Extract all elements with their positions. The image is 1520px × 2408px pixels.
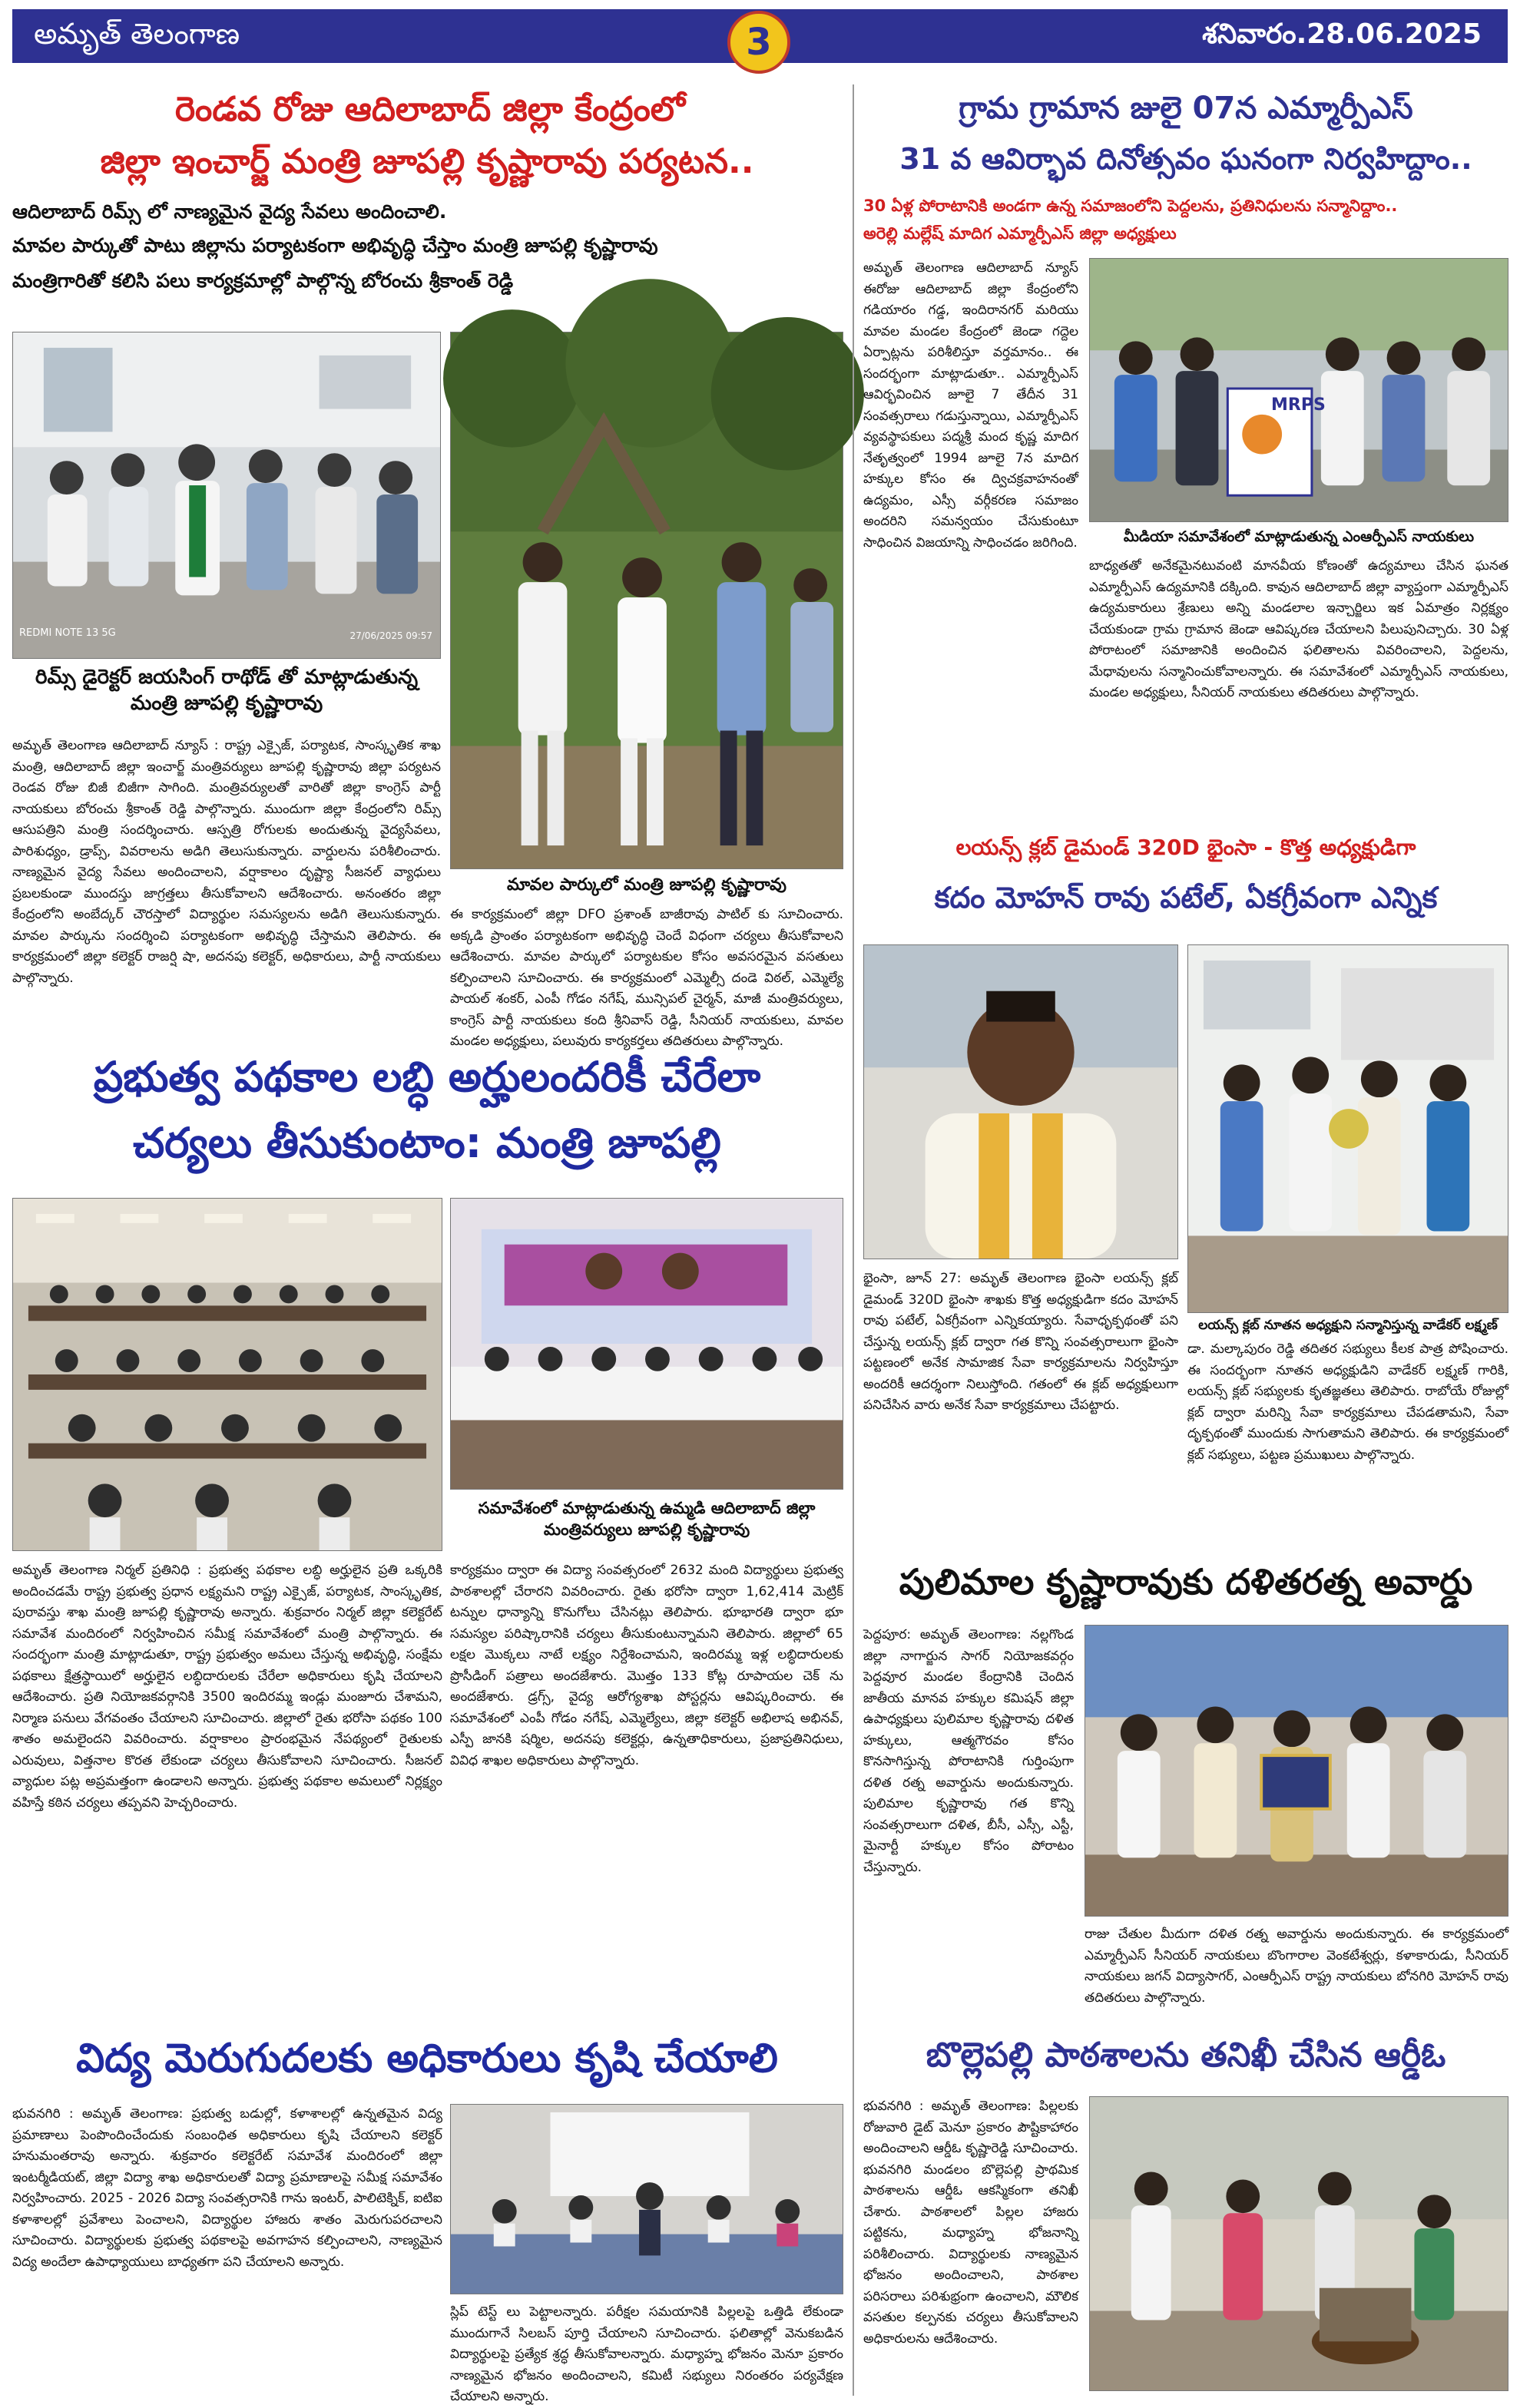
rims-photo-caption: రిమ్స్ డైరెక్టర్ జయసింగ్ రాథోడ్ తో మాట్లాడుతున్న మంత్రి జూపల్లి కృష్ణారావు bbox=[35, 666, 418, 715]
lions-club-felicitation-photo bbox=[1187, 944, 1508, 1313]
mrps-banner-text: MRPS bbox=[1271, 395, 1326, 415]
story3-body-left: భువనగిరి : అమృత్ తెలంగాణ: ప్రభుత్వ బడుల్లో, కళాశాలల్లో ఉన్నతమైన విద్య ప్రమాణాలు పెంపొందించేందుకు సంబంధిత అధికారులు కృషి చేయాలని కలెక్టర్ హనుమంతరావు అన్నారు. శుక్రవారం కలెక్టరేట్ సమావేశ మందిరంలో జిల్లా ఇంటర్మీడియట్, జిల్లా విద్యా శాఖ అధికారులతో విద్యా ప్రమాణాలపై సమీక్ష సమావేశం నిర్వహించారు. 2025 - 2026 విద్యా సంవత్సరానికి గాను ఇంటర్, పాలిటెక్నిక్, ఐటిఐ కళాశాలల్లో ప్రవేశాలు పెంచాలని, విద్యార్థుల హాజరు శాతం మెరుగుపరచాలని సూచించారు. విద్యార్థులకు ప్రభుత్వ పథకాలపై అవగాహన కల్పించాలని, నాణ్యమైన విద్య అందేలా ఉపాధ్యాయులు బాధ్యతగా పని చేయాలని అన్నారు. bbox=[12, 2106, 442, 2270]
mrps-photo-caption: మీడియా సమావేశంలో మాట్లాడుతున్న ఎంఆర్పీఎస్ నాయకులు bbox=[1123, 528, 1475, 545]
newspaper-name: అమృత్ తెలంగాణ bbox=[34, 17, 240, 51]
mavala-photo-caption: మావల పార్కులో మంత్రి జూపల్లి కృష్ణారావు bbox=[507, 875, 786, 895]
mrps-media-meeting-photo bbox=[1089, 258, 1508, 522]
story4-subheading-2: అరెల్లి మల్లేష్ మాదిగ ఎమ్మార్పీఎస్ జిల్లా అధ్యక్షులు bbox=[863, 224, 1177, 243]
story2-body-left: అమృత్ తెలంగాణ నిర్మల్ ప్రతినిధి : ప్రభుత్వ పథకాల లబ్ధి అర్హులైన ప్రతి ఒక్కరికి అందించడమే రాష్ట్ర ప్రభుత్వ ప్రధాన లక్ష్యమని రాష్ట్ర ఎక్సైజ్, పర్యాటక, సాంస్కృతిక, పురావస్తు శాఖ మంత్రి జూపల్లి కృష్ణారావు అన్నారు. శుక్రవారం నిర్మల్ జిల్లా కలెక్టరేట్ సమావేశ మందిరంలో నిర్వహించిన సమీక్ష సమావేశంలో మంత్రి పాల్గొన్నారు. ఈ సందర్భంగా మంత్రి మాట్లాడుతూ, రాష్ట్ర ప్రభుత్వం అమలు చేస్తున్న అభివృద్ధి, సంక్షేమ పథకాలు క్షేత్రస్థాయిలో అర్హులైన లబ్ధిదారులకు చేరేలా అధికారులు కృషి చేయాలని ఆదేశించారు. ప్రతి నియోజకవర్గానికి 3500 ఇందిరమ్మ ఇండ్లు మంజూరు చేశామని, నిర్మాణ పనులు వేగవంతం చేయాలని సూచించారు. జిల్లాలో రైతు భరోసా పథకం 100 శాతం అమలైందని వివరించారు. వర్షాకాలం ప్రారంభమైన నేపథ్యంలో రైతులకు ఎరువులు, విత్తనాల కొరత లేకుండా చర్యలు తీసుకోవాలని సూచించారు. సీజనల్ వ్యాధుల పట్ల అప్రమత్తంగా ఉండాలని అన్నారు. ప్రభుత్వ పథకాల అమలులో నిర్లక్ష్యం వహిస్తే కఠిన చర్యలు తప్పవని హెచ్చరించారు. bbox=[12, 1563, 442, 1811]
photo-device-stamp: REDMI NOTE 13 5G bbox=[19, 627, 116, 639]
story5-body-right: డా. మల్కాపురం రెడ్డి తదితర సభ్యులు కీలక పాత్ర పోషించారు. ఈ సందర్భంగా నూతన అధ్యక్షుడిని వాడేకర్ లక్ష్మణ్ గారికి, లయన్స్ క్లబ్ సభ్యులకు కృతజ్ఞతలు తెలిపారు. రాబోయే రోజుల్లో క్లబ్ ద్వారా మరిన్ని సేవా కార్యక్రమాలు చేపడతామని, సేవా దృక్పథంతో ముందుకు సాగుతామని తెలిపారు. ఈ కార్యక్రమంలో క్లబ్ సభ్యులు, పట్టణ ప్రముఖులు పాల్గొన్నారు. bbox=[1187, 1341, 1508, 1463]
lions-club-president-photo bbox=[863, 944, 1178, 1259]
story2-headline-line2: చర్యలు తీసుకుంటాం: మంత్రి జూపల్లి bbox=[133, 1119, 721, 1167]
mavala-park-photo bbox=[450, 332, 843, 869]
story2-headline-line1: ప్రభుత్వ పథకాల లబ్ధి అర్హులందరికీ చేరేలా bbox=[93, 1053, 761, 1101]
story4-body-right: బాధ్యతతో అనేకమైనటువంటి మానవీయ కోణంతో ఉద్యమాలు చేసిన ఘనత ఎమ్మార్పీఎస్ ఉద్యమానికి దక్కింది. కావున ఆదిలాబాద్ జిల్లా వ్యాప్తంగా ఎమ్మార్పీఎస్ ఉద్యమకారులు శ్రేణులు అన్ని మండలాల ఇన్చార్జిలు ఇక ఏమాత్రం నిర్లక్ష్యం చేయకుండా గ్రామ గ్రామాన జెండా ఆవిష్కరణ చేయాలని పిలుపునిచ్చారు. 30 ఏళ్ల పోరాటంలో సమాజానికి అందించిన ఫలితాలను వివరించాలని, పెద్దలను, మేధావులను సన్మానించుకోవాలన్నారు. ఈ సమావేశంలో ఎమ్మార్పీఎస్ నాయకులు, మండల అధ్యక్షులు, సీనియర్ నాయకులు తదితరులు పాల్గొన్నారు. bbox=[1089, 558, 1508, 701]
story5-headline-line2: కదం మోహన్ రావు పటేల్, ఏకగ్రీవంగా ఎన్నిక bbox=[934, 881, 1438, 915]
education-meeting-photo bbox=[450, 2104, 843, 2294]
story3-body-right: స్లిప్ టెస్ట్ లు పెట్టాలన్నారు. పరీక్షల సమయానికి పిల్లలపై ఒత్తిడి లేకుండా ముందుగానే సిలబస్ పూర్తి చేయాలని సూచించారు. ఫలితాల్లో వెనుకబడిన విద్యార్థులపై ప్రత్యేక శ్రద్ధ తీసుకోవాలన్నారు. మధ్యాహ్న భోజనం మెనూ ప్రకారం నాణ్యమైన భోజనం అందించాలని, కమిటీ సభ్యులు నిరంతరం పర్యవేక్షణ చేయాలని అన్నారు. bbox=[450, 2304, 843, 2405]
story4-headline-line1: గ్రామ గ్రామాన జులై 07న ఎమ్మార్పీఎస్ bbox=[959, 91, 1413, 126]
story1-subheading-1: ఆదిలాబాద్ రిమ్స్ లో నాణ్యమైన వైద్య సేవలు అందించాలి. bbox=[12, 200, 447, 223]
school-inspection-photo bbox=[1089, 2096, 1508, 2391]
review-meeting-hall-photo bbox=[12, 1198, 442, 1551]
photo-time-stamp: 27/06/2025 09:57 bbox=[349, 630, 432, 641]
story6-headline: పులిమాల కృష్ణారావుకు దళితరత్న అవార్డు bbox=[899, 1561, 1473, 1603]
review-meeting-caption: సమావేశంలో మాట్లాడుతున్న ఉమ్మడి ఆదిలాబాద్ జిల్లా మంత్రివర్యులు జూపల్లి కృష్ణారావు bbox=[478, 1499, 816, 1540]
story7-headline: బొల్లెపల్లి పాఠశాలను తనిఖీ చేసిన ఆర్డీఓ bbox=[926, 2036, 1446, 2075]
review-meeting-dais-photo bbox=[450, 1198, 843, 1490]
story4-body-left: అమృత్ తెలంగాణ ఆదిలాబాద్ న్యూస్ ఈరోజు ఆదిలాబాద్ జిల్లా కేంద్రంలోని గడియారం గడ్డ, ఇందిరానగర్ మరియు మావల మండల కేంద్రంలో జెండా గద్దెల ఏర్పాట్లను పరిశీలిస్తూ వర్తమానం.. ఈ సందర్భంగా మాట్లాడుతూ.. ఎమ్మార్పీఎస్ ఆవిర్భవించిన జూలై 7 తేదీన 31 సంవత్సరాలు గడుస్తున్నాయి, ఎమ్మార్పీఎస్ వ్యవస్థాపకులు పద్మశ్రీ మంద కృష్ణ మాదిగ నేతృత్వంలో 1994 జూలై 7న మాదిగ హక్కుల కోసం ఈ ద్విచక్రవాహనంతో ఉద్యమం, ఎస్సీ వర్గీకరణ సమాజం అందరిని సమన్వయం చేసుకుంటూ సాధించిన విజయాన్ని సాధించడం జరిగింది. bbox=[863, 260, 1078, 551]
story1-body-mid: ఈ కార్యక్రమంలో జిల్లా DFO ప్రశాంత్ బాజీరావు పాటిల్ కు సూచించారు. అక్కడి ప్రాంతం పర్యాటకంగా అభివృద్ధి చెందే విధంగా చర్యలు తీసుకోవాలని ఆదేశించారు. మావల పార్కులో పర్యాటకుల కోసం అవసరమైన వసతులు కల్పించాలని సూచించారు. ఈ కార్యక్రమంలో ఎమ్మెల్సీ దండె విఠల్, ఎమ్మెల్యే పాయల్ శంకర్, ఎంపీ గోడం నగేష్, మున్సిపల్ చైర్మన్, మాజీ మంత్రివర్యులు, కాంగ్రెస్ పార్టీ నాయకులు కంది శ్రీనివాస్ రెడ్డి, సీనియర్ నాయకులు, మావల మండల అధ్యక్షులు, పలువురు కార్యకర్తలు తదితరులు పాల్గొన్నారు. bbox=[450, 907, 843, 1050]
story3-headline: విద్య మెరుగుదలకు అధికారులు కృషి చేయాలి bbox=[76, 2036, 778, 2082]
story7-body: భువనగిరి : అమృత్ తెలంగాణ: పిల్లలకు రోజువారి డైట్ మెనూ ప్రకారం పౌష్టికాహారం అందించాలని ఆర్డీఓ కృష్ణారెడ్డి సూచించారు. భువనగిరి మండలం బొల్లెపల్లి ప్రాథమిక పాఠశాలను ఆర్డీఓ ఆకస్మికంగా తనిఖీ చేశారు. పాఠశాలలో పిల్లల హాజరు పట్టికను, మధ్యాహ్న భోజనాన్ని పరిశీలించారు. విద్యార్థులకు నాణ్యమైన భోజనం అందించాలని, పాఠశాల పరిసరాలు పరిశుభ్రంగా ఉంచాలని, మౌలిక వసతుల కల్పనకు చర్యలు తీసుకోవాలని అధికారులను ఆదేశించారు. bbox=[863, 2099, 1078, 2347]
story1-headline-line2: జిల్లా ఇంచార్జ్ మంత్రి జూపల్లి కృష్ణారావు పర్యటన.. bbox=[100, 142, 754, 181]
story1-headline-line1: రెండవ రోజు ఆదిలాబాద్ జిల్లా కేంద్రంలో bbox=[174, 90, 686, 129]
page-number-badge: 3 bbox=[727, 11, 790, 74]
story1-body-left: అమృత్ తెలంగాణ ఆదిలాబాద్ న్యూస్ : రాష్ట్ర ఎక్సైజ్, పర్యాటక, సాంస్కృతిక శాఖ మంత్రి, ఆదిలాబాద్ జిల్లా ఇంచార్జ్ మంత్రివర్యులు జూపల్లి కృష్ణారావు జిల్లా పర్యటన రెండవ రోజు బిజీ బిజీగా సాగింది. మంత్రివర్యులతో వారితో జిల్లా కాంగ్రెస్ పార్టీ నాయకులు బోరంచు శ్రీకాంత్ రెడ్డి పాల్గొన్నారు. ముందుగా జిల్లా కేంద్రంలోని రిమ్స్ ఆసుపత్రిని మంత్రి సందర్శించారు. ఆస్పత్రి రోగులకు అందుతున్న వైద్యసేవలు, పారిశుధ్యం, డ్రాప్స్, వివరాలను అడిగి తెలుసుకున్నారు. వార్డులను పరిశీలించారు. నాణ్యమైన వైద్య సేవలు అందించాలని, వర్షాకాలం దృష్ట్యా సీజనల్ వ్యాధులు ప్రబలకుండా ముందస్తు జాగ్రత్తలు తీసుకోవాలని ఆదేశించారు. అనంతరం జిల్లా కేంద్రంలోని అంబేద్కర్ చౌరస్తాలో విద్యార్థుల సమస్యలను అడిగి తెలుసుకున్నారు. మావల పార్కును సందర్శించి పర్యాటకంగా అభివృద్ధి చేస్తామని తెలిపారు. ఈ కార్యక్రమంలో జిల్లా కలెక్టర్ రాజర్షి షా, అదనపు కలెక్టర్, అధికారులు, పార్టీ నాయకులు పాల్గొన్నారు. bbox=[12, 738, 441, 986]
story4-subheading-1: 30 ఏళ్ల పోరాటానికి అండగా ఉన్న సమాజంలోని పెద్దలను, ప్రతినిధులను సన్మానిద్దాం.. bbox=[863, 197, 1398, 215]
story1-subheading-3: మంత్రిగారితో కలిసి పలు కార్యక్రమాల్లో పాల్గొన్న బోరంచు శ్రీకాంత్ రెడ్డి bbox=[12, 270, 514, 292]
column-divider bbox=[853, 84, 854, 2396]
issue-date: శనివారం.28.06.2025 bbox=[1202, 18, 1482, 50]
story4-headline-line2: 31 వ ఆవిర్భావ దినోత్సవం ఘనంగా నిర్వహిద్దాం.. bbox=[899, 142, 1472, 176]
dalitha-ratna-award-photo bbox=[1085, 1625, 1508, 1917]
story1-subheading-2: మావల పార్కుతో పాటు జిల్లాను పర్యాటకంగా అభివృద్ధి చేస్తాం మంత్రి జూపల్లి కృష్ణారావు bbox=[12, 234, 658, 256]
story5-headline-line1: లయన్స్ క్లబ్ డైమండ్ 320D భైంసా - కొత్త అధ్యక్షుడిగా bbox=[955, 835, 1416, 860]
story5-body-left: భైంసా, జూన్ 27: అమృత్ తెలంగాణ భైంసా లయన్స్ క్లబ్ డైమండ్ 320D భైంసా శాఖకు కొత్త అధ్యక్షుడిగా కదం మోహన్ రావు పటేల్, ఏకగ్రీవంగా ఎన్నికయ్యారు. సేవాధృక్పథంతో పని చేస్తున్న లయన్స్ క్లబ్ ద్వారా గత కొన్ని సంవత్సరాలుగా భైంసా పట్టణంలో అనేక సామాజిక సేవా కార్యక్రమాలను నిర్వహిస్తూ అందరికీ ఆదర్శంగా నిలుస్తోంది. గతంలో ఈ క్లబ్ అధ్యక్షులుగా పనిచేసిన వారు అనేక సేవా కార్యక్రమాలు చేపట్టారు. bbox=[863, 1271, 1178, 1414]
story6-body-left: పెద్దపూర: అమృత్ తెలంగాణ: నల్లగొండ జిల్లా నాగార్జున సాగర్ నియోజకవర్గం పెద్దవూర మండల కేంద్రానికి చెందిన జాతీయ మానవ హక్కుల కమిషన్ జిల్లా ఉపాధ్యక్షులు పులిమాల కృష్ణారావు దళిత హక్కులు, ఆత్మగౌరవం కోసం కొనసాగిస్తున్న పోరాటానికి గుర్తింపుగా దళిత రత్న అవార్డును అందుకున్నారు. పులిమాల కృష్ణారావు గత కొన్ని సంవత్సరాలుగా దళిత, బీసీ, ఎస్సీ, ఎస్టీ, మైనార్టీ హక్కుల కోసం పోరాటం చేస్తున్నారు. bbox=[863, 1627, 1074, 1875]
lions-photo-caption: లయన్స్ క్లబ్ నూతన అధ్యక్షుని సన్మానిస్తున్న వాడేకర్ లక్ష్మణ్ bbox=[1198, 1318, 1498, 1333]
story6-body-right: రాజు చేతుల మీదుగా దళిత రత్న అవార్డును అందుకున్నారు. ఈ కార్యక్రమంలో ఎమ్మార్పీఎస్ సీనియర్ నాయకులు బొంగారాల వెంకటేశ్వర్లు, కళాకారుడు, సీనియర్ నాయకులు జగన్ విద్యాసాగర్, ఎంఆర్పీఎస్ రాష్ట్ర నాయకులు బోనగిరి మోహన్ రావు తదితరులు పాల్గొన్నారు. bbox=[1085, 1927, 1508, 2006]
rims-visit-photo bbox=[12, 332, 441, 659]
story2-body-right: కార్యక్రమం ద్వారా ఈ విద్యా సంవత్సరంలో 2632 మంది విద్యార్థులు ప్రభుత్వ పాఠశాలల్లో చేరారని వివరించారు. రైతు భరోసా ద్వారా 1,62,414 మెట్రిక్ టన్నుల ధాన్యాన్ని కొనుగోలు చేసినట్లు తెలిపారు. భూభారతి ద్వారా భూ సమస్యల పరిష్కారానికి చర్యలు తీసుకుంటున్నామని తెలిపారు. జిల్లాలో 65 లక్షల మొక్కలు నాటే లక్ష్యం నిర్దేశించామని, ఇందిరమ్మ ఇళ్ల లబ్ధిదారులకు ప్రొసీడింగ్ పత్రాలు అందజేశారు. మొత్తం 133 కోట్ల రూపాయల చెక్ ను అందజేశారు. డ్రగ్స్, వైద్య ఆరోగ్యశాఖ పోస్టర్లను ఆవిష్కరించారు. ఈ సమావేశంలో ఎంపీ గోడం నగేష్, ఎమ్మెల్యేలు, జిల్లా కలెక్టర్ అభిలాష అభినవ్, ఎస్పీ జానకి షర్మిల, అదనపు కలెక్టర్లు, ఉన్నతాధికారులు, ప్రజాప్రతినిధులు, వివిధ శాఖల అధికారులు పాల్గొన్నారు. bbox=[450, 1563, 843, 1768]
